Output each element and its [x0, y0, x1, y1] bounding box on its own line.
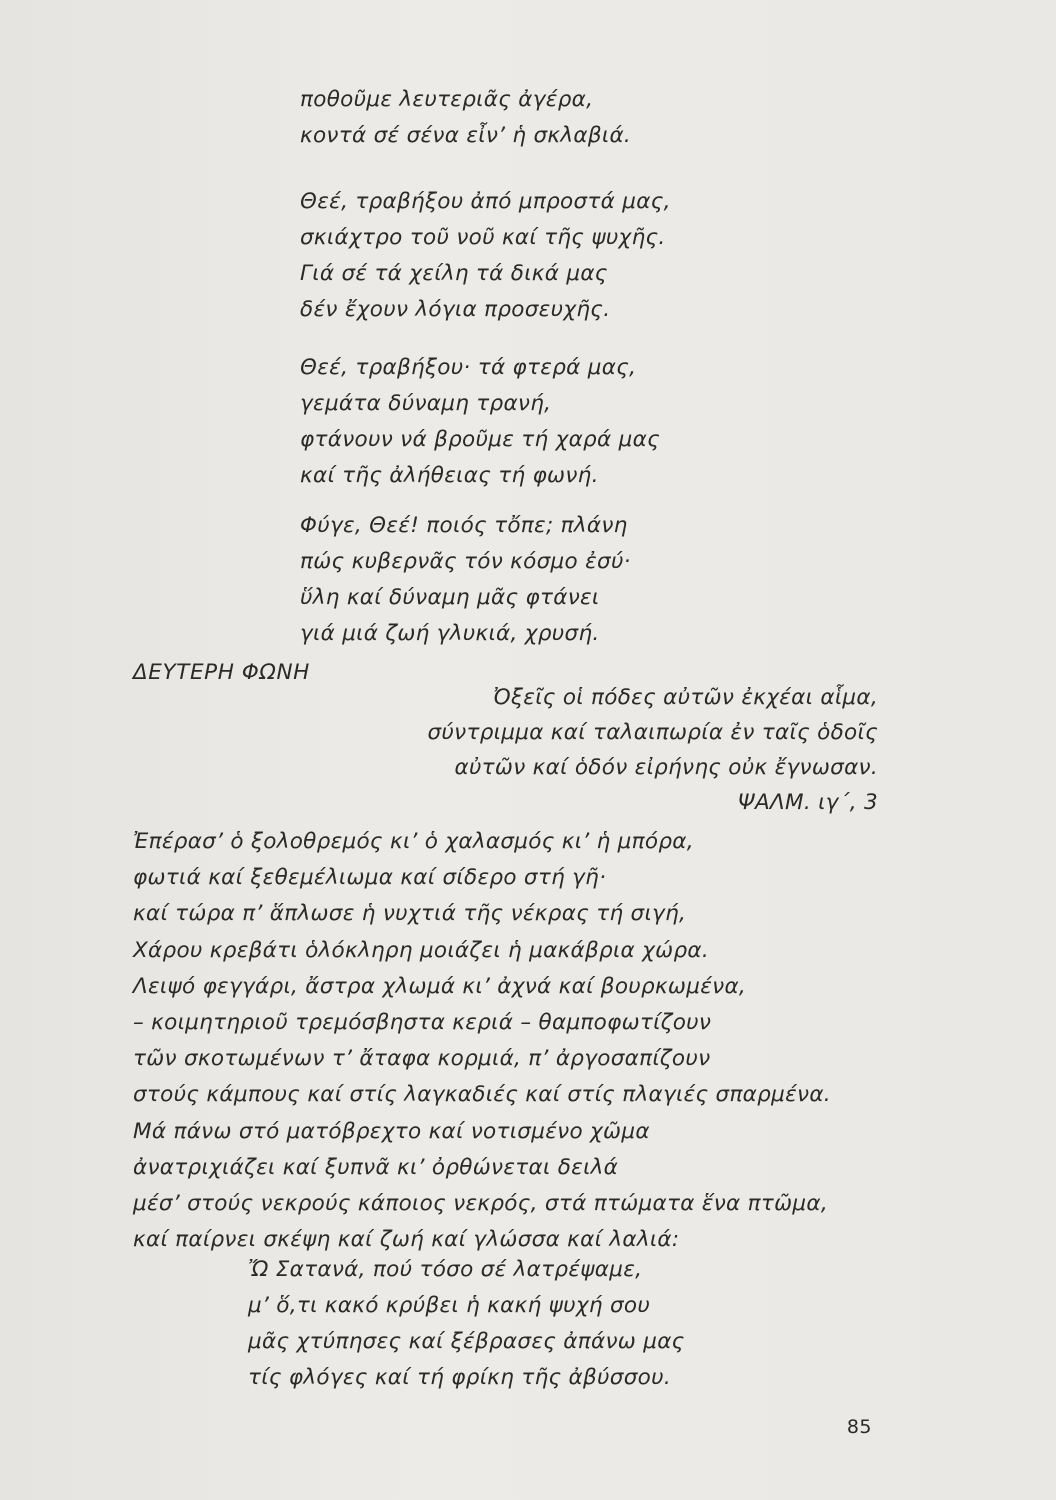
- poem-line: Λειψό φεγγάρι, ἄστρα χλωμά κι’ ἀχνά καί βουρκωμένα,: [133, 973, 747, 999]
- poem-line: Χάρου κρεβάτι ὁλόκληρη μοιάζει ἡ μακάβρια χώρα.: [133, 937, 710, 963]
- epigraph-line: αὐτῶν καί ὁδόν εἰρήνης οὐκ ἔγνωσαν.: [454, 755, 878, 780]
- poem-line: πώς κυβερνᾶς τόν κόσμο ἐσύ·: [300, 549, 631, 574]
- poem-line: τίς φλόγες καί τή φρίκη τῆς ἀβύσσου.: [248, 1365, 671, 1390]
- poem-line: Θεέ, τραβήξου· τά φτερά μας,: [300, 355, 637, 380]
- poem-stanza-2: [300, 184, 671, 328]
- poem-line: καί τώρα π’ ἅπλωσε ἡ νυχτιά τῆς νέκρας τή σιγή,: [133, 901, 687, 927]
- poem-stanza-1: [300, 82, 631, 154]
- epigraph: [278, 680, 878, 820]
- poem-line: ποθοῦμε λευτεριᾶς ἀγέρα,: [300, 87, 594, 112]
- epigraph-line: σύντριμμα καί ταλαιπωρία ἐν ταῖς ὁδοῖς: [427, 720, 878, 745]
- poem-line: τῶν σκοτωμένων τ’ ἄταφα κορμιά, π’ ἀργοσαπίζουν: [133, 1046, 711, 1072]
- poem-line: σκιάχτρο τοῦ νοῦ καί τῆς ψυχῆς.: [300, 225, 666, 250]
- poem-line: καί παίρνει σκέψη καί ζωή καί γλώσσα καί λαλιά:: [133, 1227, 680, 1253]
- poem-line: μᾶς χτύπησες καί ξέβρασες ἀπάνω μας: [248, 1329, 685, 1354]
- poem-line: – κοιμητηριοῦ τρεμόσβηστα κεριά – θαμποφωτίζουν: [133, 1010, 712, 1036]
- epigraph-source: ΨΑΛΜ. ιγ΄, 3: [737, 790, 878, 815]
- poem-line: μ’ ὅ,τι κακό κρύβει ἡ κακή ψυχή σου: [248, 1293, 651, 1318]
- epigraph-line: Ὀξεῖς οἱ πόδες αὐτῶν ἐκχέαι αἷμα,: [493, 685, 878, 710]
- poem-line: Ἐπέρασ’ ὁ ξολοθρεμός κι’ ὁ χαλασμός κι’ ἡ μπόρα,: [133, 829, 694, 854]
- poem-line: Γιά σέ τά χείλη τά δικά μας: [300, 261, 608, 286]
- speaker-heading: ΔΕΥΤΕΡΗ ΦΩΝΗ: [133, 660, 310, 685]
- poem-line: δέν ἔχουν λόγια προσευχῆς.: [300, 297, 611, 322]
- poem-stanza-3: [300, 350, 660, 494]
- poem-line: γεμάτα δύναμη τρανή,: [300, 391, 552, 416]
- poem-line: φτάνουν νά βροῦμε τή χαρά μας: [300, 427, 660, 452]
- page-number: 85: [846, 1416, 872, 1438]
- poem-line: Μά πάνω στό ματόβρεχτο καί νοτισμένο χῶμα: [133, 1118, 650, 1144]
- poem-line: ὕλη καί δύναμη μᾶς φτάνει: [300, 585, 600, 610]
- poem-line: καί τῆς ἀλήθειας τή φωνή.: [300, 463, 599, 488]
- poem-stanza-5: [133, 824, 831, 1258]
- poem-line: ἀνατριχιάζει καί ξυπνᾶ κι’ ὀρθώνεται δειλά: [133, 1154, 619, 1180]
- poem-stanza-6: [248, 1252, 685, 1396]
- poem-line: μέσ’ στούς νεκρούς κάποιος νεκρός, στά πτώματα ἕνα πτῶμα,: [133, 1191, 829, 1217]
- poem-line: κοντά σέ σένα εἶν’ ἡ σκλαβιά.: [300, 123, 632, 148]
- poem-line: στούς κάμπους καί στίς λαγκαδιές καί στίς πλαγιές σπαρμένα.: [133, 1082, 831, 1108]
- poem-line: Φύγε, Θεέ! ποιός τὄπε; πλάνη: [300, 513, 628, 538]
- poem-line: Ὤ Σατανά, πού τόσο σέ λατρέψαμε,: [248, 1257, 643, 1282]
- poem-line: φωτιά καί ξεθεμέλιωμα καί σίδερο στή γῆ·: [133, 865, 607, 891]
- poem-line: γιά μιά ζωή γλυκιά, χρυσή.: [300, 621, 600, 646]
- poem-line: Θεέ, τραβήξου ἀπό μπροστά μας,: [300, 189, 671, 214]
- poem-stanza-4: [300, 508, 631, 652]
